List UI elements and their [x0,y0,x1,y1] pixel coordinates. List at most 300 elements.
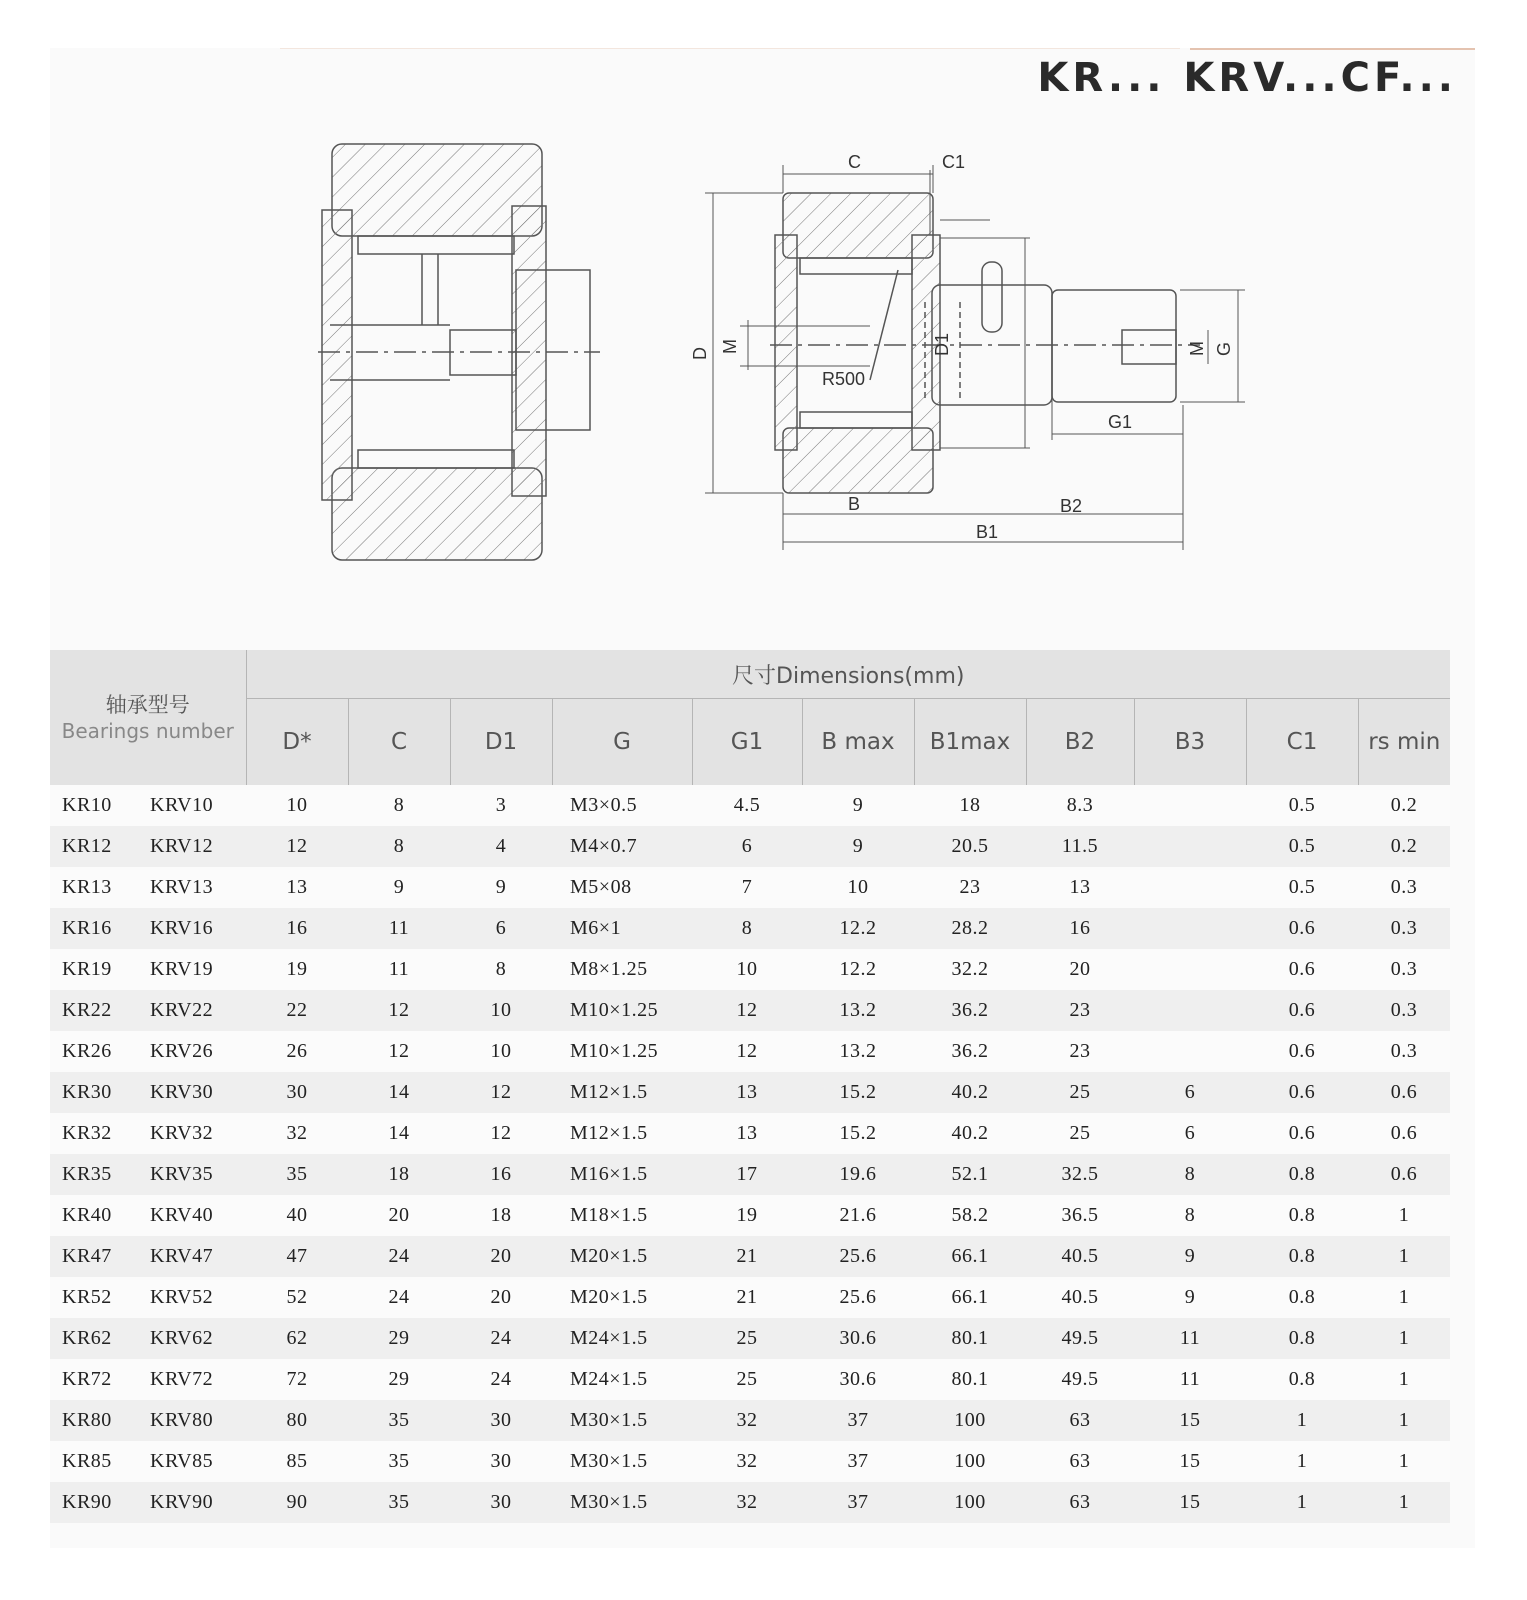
cell-g1: 25 [692,1318,802,1359]
cell-b1max: 58.2 [914,1195,1026,1236]
cell-krv: KRV30 [138,1072,246,1113]
cell-rs: 1 [1358,1359,1450,1400]
cell-krv: KRV22 [138,990,246,1031]
cell-d1: 3 [450,785,552,826]
cell-bmax: 13.2 [802,990,914,1031]
cell-c: 29 [348,1359,450,1400]
dimension-labels [690,152,1234,542]
cell-g1: 32 [692,1400,802,1441]
cell-rs: 1 [1358,1195,1450,1236]
cell-g1: 4.5 [692,785,802,826]
cell-b1max: 40.2 [914,1113,1026,1154]
column-header: G [552,699,692,786]
cell-kr: KR26 [50,1031,138,1072]
label-d: D [690,347,710,360]
cell-d: 62 [246,1318,348,1359]
cell-c: 29 [348,1318,450,1359]
cell-c: 8 [348,785,450,826]
cell-b1max: 100 [914,1482,1026,1523]
cell-d1: 16 [450,1154,552,1195]
cell-kr: KR10 [50,785,138,826]
cell-g: M4×0.7 [552,826,692,867]
column-header: B2 [1026,699,1134,786]
cell-g1: 13 [692,1113,802,1154]
cell-g: M20×1.5 [552,1236,692,1277]
label-m-right: M [1187,341,1207,356]
cell-d: 90 [246,1482,348,1523]
cell-d1: 4 [450,826,552,867]
cell-c1: 0.8 [1246,1195,1358,1236]
cell-g: M6×1 [552,908,692,949]
cell-krv: KRV26 [138,1031,246,1072]
cell-bmax: 9 [802,826,914,867]
cell-krv: KRV72 [138,1359,246,1400]
cell-bmax: 10 [802,867,914,908]
top-accent-line [1190,48,1475,50]
cell-b2: 63 [1026,1400,1134,1441]
roller-top-r [800,258,912,274]
table-row [50,1482,1450,1523]
cell-d: 26 [246,1031,348,1072]
cell-c: 35 [348,1400,450,1441]
label-g: G [1214,341,1234,356]
label-r500: R500 [822,369,866,389]
cell-bmax: 30.6 [802,1359,914,1400]
cell-g: M24×1.5 [552,1359,692,1400]
cell-g1: 7 [692,867,802,908]
cell-rs: 0.6 [1358,1154,1450,1195]
cell-bmax: 19.6 [802,1154,914,1195]
cell-c: 14 [348,1072,450,1113]
label-m: M [720,339,740,354]
cell-c: 18 [348,1154,450,1195]
cell-d1: 24 [450,1359,552,1400]
table-row [50,1195,1450,1236]
cell-b2: 8.3 [1026,785,1134,826]
cell-bmax: 25.6 [802,1236,914,1277]
cell-c1: 0.8 [1246,1277,1358,1318]
cell-krv: KRV90 [138,1482,246,1523]
flange-left [775,235,797,450]
table-row [50,826,1450,867]
cell-b2: 23 [1026,1031,1134,1072]
cell-c1: 0.8 [1246,1318,1358,1359]
cell-b2: 16 [1026,908,1134,949]
cell-g: M10×1.25 [552,1031,692,1072]
bearing-technical-drawing [300,130,1270,580]
cell-rs: 1 [1358,1400,1450,1441]
cell-d1: 20 [450,1277,552,1318]
r500-leader [870,270,898,380]
cell-d: 47 [246,1236,348,1277]
cell-g: M30×1.5 [552,1400,692,1441]
table-row [50,1154,1450,1195]
cell-b1max: 40.2 [914,1072,1026,1113]
cell-b2: 36.5 [1026,1195,1134,1236]
cell-c1: 0.6 [1246,1113,1358,1154]
cell-krv: KRV19 [138,949,246,990]
cell-c1: 0.6 [1246,1031,1358,1072]
cell-d1: 12 [450,1072,552,1113]
column-header: C1 [1246,699,1358,786]
cell-g1: 21 [692,1277,802,1318]
dimensions-group-header: 尺寸Dimensions(mm) [246,650,1450,699]
cell-c1: 1 [1246,1400,1358,1441]
cell-g1: 12 [692,1031,802,1072]
cell-c1: 0.5 [1246,826,1358,867]
cell-krv: KRV85 [138,1441,246,1482]
cell-g: M30×1.5 [552,1441,692,1482]
table-row [50,1277,1450,1318]
cell-d1: 30 [450,1482,552,1523]
cell-kr: KR30 [50,1072,138,1113]
outer-ring-top [332,144,542,236]
cell-d1: 9 [450,867,552,908]
cell-kr: KR85 [50,1441,138,1482]
cell-d: 16 [246,908,348,949]
column-header: rs min [1358,699,1450,786]
roller-bottom-r [800,412,912,428]
cell-g1: 13 [692,1072,802,1113]
cell-d: 13 [246,867,348,908]
cell-c: 12 [348,990,450,1031]
table-row [50,1441,1450,1482]
table-row [50,1359,1450,1400]
cell-c: 35 [348,1441,450,1482]
cell-kr: KR52 [50,1277,138,1318]
outer-ring-bottom-r [783,428,933,493]
cell-bmax: 13.2 [802,1031,914,1072]
cell-b2: 11.5 [1026,826,1134,867]
cell-g1: 6 [692,826,802,867]
cell-b1max: 36.2 [914,990,1026,1031]
cell-d1: 18 [450,1195,552,1236]
table-row [50,990,1450,1031]
cell-c1: 0.5 [1246,867,1358,908]
cell-c1: 0.8 [1246,1359,1358,1400]
cell-d1: 24 [450,1318,552,1359]
table-row [50,1318,1450,1359]
cell-d1: 10 [450,990,552,1031]
label-g1: G1 [1108,412,1133,432]
cell-kr: KR19 [50,949,138,990]
cell-c: 35 [348,1482,450,1523]
cell-b2: 63 [1026,1441,1134,1482]
cell-rs: 0.3 [1358,1031,1450,1072]
cell-c1: 1 [1246,1482,1358,1523]
cell-d: 30 [246,1072,348,1113]
cell-b3 [1134,908,1246,949]
cell-d: 19 [246,949,348,990]
cell-g: M24×1.5 [552,1318,692,1359]
cell-bmax: 15.2 [802,1072,914,1113]
cell-b2: 40.5 [1026,1236,1134,1277]
cell-bmax: 9 [802,785,914,826]
cell-d1: 12 [450,1113,552,1154]
table-row [50,1236,1450,1277]
cell-c: 14 [348,1113,450,1154]
cell-g: M10×1.25 [552,990,692,1031]
cell-b1max: 52.1 [914,1154,1026,1195]
cell-krv: KRV35 [138,1154,246,1195]
stud-thread [1052,290,1176,402]
hex-socket [1122,330,1176,364]
cell-krv: KRV80 [138,1400,246,1441]
cell-b3: 11 [1134,1359,1246,1400]
left-section-view [318,144,600,560]
label-b1: B1 [976,522,999,542]
cell-c: 12 [348,1031,450,1072]
cell-bmax: 15.2 [802,1113,914,1154]
cell-bmax: 25.6 [802,1277,914,1318]
cell-c1: 0.8 [1246,1236,1358,1277]
cell-b3: 15 [1134,1482,1246,1523]
cell-b1max: 20.5 [914,826,1026,867]
table-row [50,1113,1450,1154]
cell-rs: 0.6 [1358,1072,1450,1113]
cell-b1max: 23 [914,867,1026,908]
cell-g: M12×1.5 [552,1072,692,1113]
cell-kr: KR62 [50,1318,138,1359]
cell-d1: 6 [450,908,552,949]
cell-b1max: 32.2 [914,949,1026,990]
cell-rs: 0.3 [1358,867,1450,908]
lower-roller [358,450,514,468]
cell-g1: 12 [692,990,802,1031]
cell-d1: 8 [450,949,552,990]
cell-d: 10 [246,785,348,826]
cell-g: M16×1.5 [552,1154,692,1195]
table-row [50,867,1450,908]
cell-rs: 0.3 [1358,949,1450,990]
cell-rs: 0.2 [1358,785,1450,826]
cell-b2: 25 [1026,1113,1134,1154]
cell-b2: 20 [1026,949,1134,990]
cell-b2: 23 [1026,990,1134,1031]
label-b: B [848,494,861,514]
cell-g: M3×0.5 [552,785,692,826]
cell-bmax: 37 [802,1400,914,1441]
model-header [50,650,246,785]
cell-b1max: 100 [914,1400,1026,1441]
cell-kr: KR80 [50,1400,138,1441]
cell-krv: KRV12 [138,826,246,867]
cell-g1: 10 [692,949,802,990]
cell-b1max: 80.1 [914,1359,1026,1400]
cell-kr: KR22 [50,990,138,1031]
cell-rs: 0.3 [1358,908,1450,949]
cell-kr: KR35 [50,1154,138,1195]
cell-d: 85 [246,1441,348,1482]
cell-bmax: 37 [802,1441,914,1482]
cell-b3 [1134,990,1246,1031]
cell-b3: 9 [1134,1236,1246,1277]
left-washer [322,210,352,500]
column-header: D* [246,699,348,786]
cell-d: 35 [246,1154,348,1195]
cell-bmax: 37 [802,1482,914,1523]
cell-b1max: 80.1 [914,1318,1026,1359]
cell-rs: 0.3 [1358,990,1450,1031]
cell-c1: 0.6 [1246,1072,1358,1113]
label-b2: B2 [1060,496,1083,516]
cell-c1: 0.6 [1246,990,1358,1031]
outer-ring-top-r [783,193,933,258]
cell-b3: 15 [1134,1400,1246,1441]
stud-slot [982,262,1002,332]
cell-kr: KR72 [50,1359,138,1400]
cell-b3 [1134,867,1246,908]
cell-g: M12×1.5 [552,1113,692,1154]
cell-kr: KR32 [50,1113,138,1154]
cell-d: 40 [246,1195,348,1236]
cell-rs: 1 [1358,1482,1450,1523]
top-divider [280,48,1180,49]
cell-g: M8×1.25 [552,949,692,990]
cell-krv: KRV52 [138,1277,246,1318]
cell-c: 24 [348,1236,450,1277]
outer-ring-bottom [332,468,542,560]
table-row [50,1400,1450,1441]
cell-krv: KRV47 [138,1236,246,1277]
cell-kr: KR16 [50,908,138,949]
cell-d: 32 [246,1113,348,1154]
cell-b3: 15 [1134,1441,1246,1482]
cell-b1max: 28.2 [914,908,1026,949]
cell-d: 80 [246,1400,348,1441]
upper-roller [358,236,514,254]
cell-d: 72 [246,1359,348,1400]
cell-b3 [1134,1031,1246,1072]
cell-g1: 32 [692,1441,802,1482]
cell-c1: 0.6 [1246,949,1358,990]
cell-d1: 20 [450,1236,552,1277]
column-header: G1 [692,699,802,786]
cell-c: 11 [348,908,450,949]
cell-b2: 49.5 [1026,1318,1134,1359]
cell-b3 [1134,949,1246,990]
cell-rs: 1 [1358,1441,1450,1482]
cell-rs: 1 [1358,1236,1450,1277]
cell-d: 52 [246,1277,348,1318]
cell-g: M30×1.5 [552,1482,692,1523]
cell-b1max: 66.1 [914,1277,1026,1318]
cell-g1: 21 [692,1236,802,1277]
cell-kr: KR13 [50,867,138,908]
cell-b3: 8 [1134,1154,1246,1195]
table-body [50,785,1450,1523]
cell-d1: 30 [450,1400,552,1441]
cell-b3: 9 [1134,1277,1246,1318]
column-header: B3 [1134,699,1246,786]
table-row [50,949,1450,990]
cell-d: 22 [246,990,348,1031]
cell-g: M18×1.5 [552,1195,692,1236]
table-row [50,1072,1450,1113]
column-header: B max [802,699,914,786]
cell-b1max: 18 [914,785,1026,826]
cell-c: 9 [348,867,450,908]
cell-g1: 17 [692,1154,802,1195]
cell-d: 12 [246,826,348,867]
cell-g1: 25 [692,1359,802,1400]
model-header-zh: 轴承型号 [105,692,190,717]
cell-b3: 6 [1134,1113,1246,1154]
cell-krv: KRV32 [138,1113,246,1154]
cell-krv: KRV16 [138,908,246,949]
table-row [50,785,1450,826]
cell-rs: 0.2 [1358,826,1450,867]
cell-bmax: 21.6 [802,1195,914,1236]
cell-rs: 1 [1358,1277,1450,1318]
cell-d1: 10 [450,1031,552,1072]
cell-c1: 0.5 [1246,785,1358,826]
cell-c1: 1 [1246,1441,1358,1482]
cell-b2: 32.5 [1026,1154,1134,1195]
cell-c: 8 [348,826,450,867]
cell-g1: 8 [692,908,802,949]
cell-g1: 19 [692,1195,802,1236]
cell-c1: 0.6 [1246,908,1358,949]
cell-bmax: 30.6 [802,1318,914,1359]
cell-b1max: 36.2 [914,1031,1026,1072]
cell-d1: 30 [450,1441,552,1482]
cell-c: 11 [348,949,450,990]
cell-krv: KRV10 [138,785,246,826]
cell-bmax: 12.2 [802,949,914,990]
cell-b2: 13 [1026,867,1134,908]
column-header: C [348,699,450,786]
column-header: B1max [914,699,1026,786]
cell-g1: 32 [692,1482,802,1523]
right-seal [512,206,546,496]
cell-krv: KRV62 [138,1318,246,1359]
cell-g: M5×08 [552,867,692,908]
cell-krv: KRV13 [138,867,246,908]
column-header: D1 [450,699,552,786]
cell-kr: KR40 [50,1195,138,1236]
cell-b2: 49.5 [1026,1359,1134,1400]
cell-b2: 63 [1026,1482,1134,1523]
column-header-row [50,699,1450,786]
cell-rs: 1 [1358,1318,1450,1359]
dimensions-table [50,650,1450,1523]
cell-b2: 40.5 [1026,1277,1134,1318]
cell-b1max: 100 [914,1441,1026,1482]
cell-b1max: 66.1 [914,1236,1026,1277]
cell-b2: 25 [1026,1072,1134,1113]
label-d1: D1 [932,332,952,356]
cell-b3: 6 [1134,1072,1246,1113]
table-row [50,1031,1450,1072]
cell-kr: KR12 [50,826,138,867]
label-c: C [848,152,861,172]
cell-c: 24 [348,1277,450,1318]
cell-c: 20 [348,1195,450,1236]
cell-krv: KRV40 [138,1195,246,1236]
cell-b3: 11 [1134,1318,1246,1359]
cell-b3 [1134,826,1246,867]
cell-b3: 8 [1134,1195,1246,1236]
cell-b3 [1134,785,1246,826]
cell-bmax: 12.2 [802,908,914,949]
cell-g: M20×1.5 [552,1277,692,1318]
model-header-en: Bearings number [61,718,234,743]
cell-c1: 0.8 [1246,1154,1358,1195]
cell-rs: 0.6 [1358,1113,1450,1154]
cell-kr: KR90 [50,1482,138,1523]
table-row [50,908,1450,949]
